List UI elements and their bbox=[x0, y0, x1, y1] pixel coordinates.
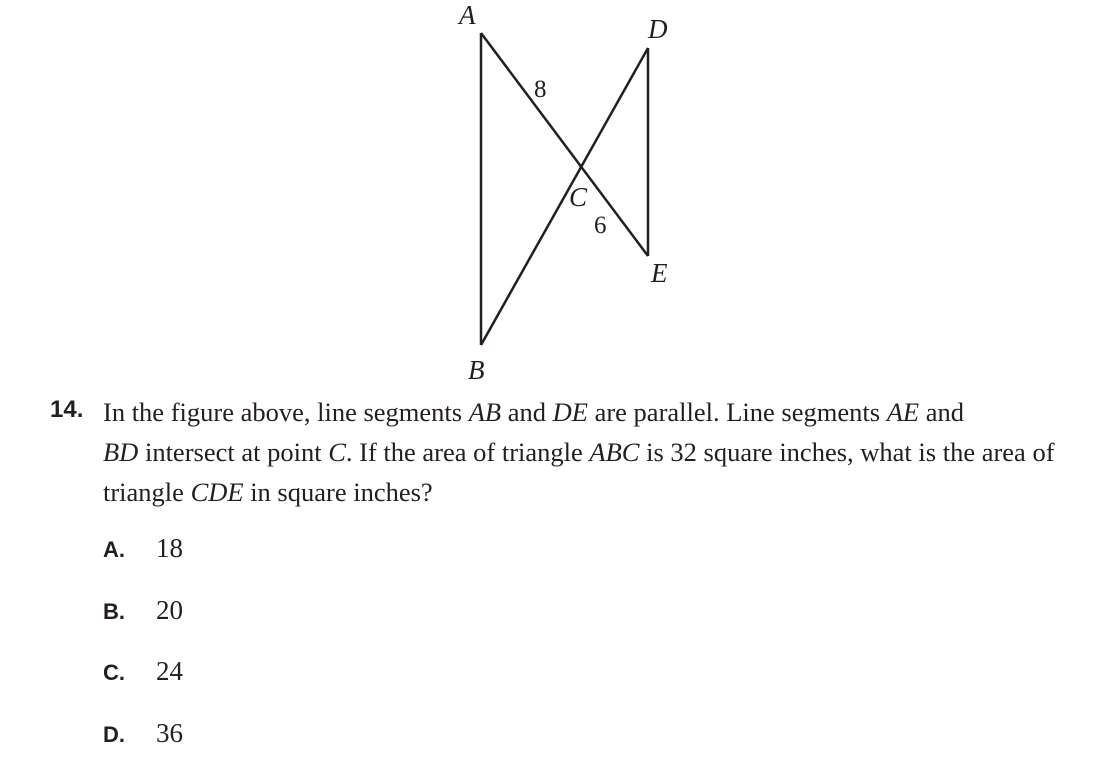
label-vertex-d: D bbox=[648, 14, 668, 44]
question-text-part: In the figure above, line segments bbox=[103, 397, 469, 427]
label-length-ac: 8 bbox=[534, 76, 547, 103]
choice-letter: C. bbox=[103, 660, 125, 685]
math-c: C bbox=[328, 437, 346, 467]
choice-value: 36 bbox=[156, 717, 183, 748]
question-text-part: and bbox=[919, 397, 964, 427]
math-de: DE bbox=[552, 397, 588, 427]
choice-letter: B. bbox=[103, 598, 125, 624]
question-text bbox=[103, 392, 1068, 512]
label-vertex-c: C bbox=[569, 182, 588, 212]
question-text-part: are parallel. Line segments bbox=[587, 397, 887, 427]
choice-value: 20 bbox=[156, 594, 183, 625]
math-ae: AE bbox=[886, 397, 920, 427]
math-bd: BD bbox=[103, 437, 139, 467]
question-number: 14. bbox=[50, 396, 84, 423]
segment-bd bbox=[481, 48, 648, 345]
question-text-part: . If the area of triangle bbox=[345, 437, 590, 467]
label-vertex-b: B bbox=[468, 355, 485, 385]
question-text-part: and bbox=[501, 397, 553, 427]
question-text-part: intersect at point bbox=[138, 437, 329, 467]
choice-value: 24 bbox=[156, 656, 183, 686]
choice-letter: D. bbox=[103, 721, 125, 747]
choice-letter: A. bbox=[103, 537, 125, 562]
math-ab: AB bbox=[468, 397, 502, 427]
question-text-part: is 32 square inches, what is the area of triangle bbox=[103, 437, 1055, 507]
math-cde: CDE bbox=[190, 477, 244, 507]
label-vertex-a: A bbox=[459, 0, 476, 30]
question-text-part: in square inches? bbox=[243, 477, 433, 507]
label-length-ce: 6 bbox=[594, 212, 607, 239]
segment-ae bbox=[481, 33, 648, 256]
choice-value: 18 bbox=[156, 533, 183, 563]
math-abc: ABC bbox=[589, 437, 640, 467]
label-vertex-e: E bbox=[651, 258, 668, 288]
